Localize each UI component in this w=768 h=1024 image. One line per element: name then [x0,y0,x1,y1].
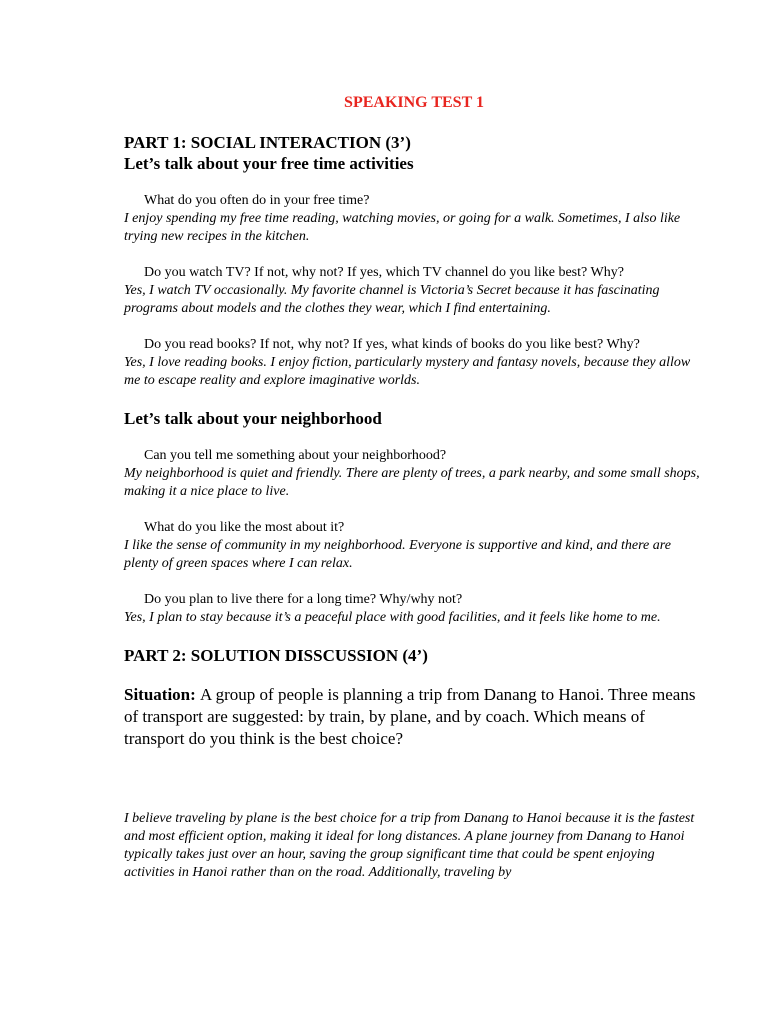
qa-item [124,519,704,573]
situation-label: Situation: [124,685,201,704]
qa-item [124,336,704,390]
question: What do you like the most about it? [144,520,345,535]
answer: Yes, I watch TV occasionally. My favorite channel is Victoria’s Secret because it has fascinating programs about models and the clothes they wear, which I find entertaining. [124,283,660,316]
free-time-qa-list [124,192,704,390]
part1-heading: PART 1: SOCIAL INTERACTION (3’) [124,133,411,152]
topic-neighborhood-heading: Let’s talk about your neighborhood [124,409,382,428]
document-title: SPEAKING TEST 1 [344,94,484,111]
question: Do you watch TV? If not, why not? If yes, which TV channel do you like best? Why? [144,265,624,280]
answer: I enjoy spending my free time reading, watching movies, or going for a walk. Sometimes, I also like trying new recipes in the kitchen. [124,211,681,244]
answer: My neighborhood is quiet and friendly. There are plenty of trees, a park nearby, and some small shops, making it a nice place to live. [124,466,700,499]
situation-answer: I believe traveling by plane is the best choice for a trip from Danang to Hanoi because it is the fastest and most efficient option, making it ideal for long distances. A plane journey from Danang to Hanoi typically takes just over an hour, saving the group significant time that could be spent enjoying activities in Hanoi rather than on the road. Additionally, traveling by [124,811,695,880]
answer: Yes, I love reading books. I enjoy fiction, particularly mystery and fantasy novels, because they allow me to escape reality and explore imaginative worlds. [124,355,691,388]
answer: I like the sense of community in my neighborhood. Everyone is supportive and kind, and there are plenty of green spaces where I can relax. [124,538,671,571]
question: What do you often do in your free time? [144,193,370,208]
qa-item [124,192,704,246]
document-content [124,92,704,882]
qa-item [124,264,704,318]
answer: Yes, I plan to stay because it’s a peaceful place with good facilities, and it feels like home to me. [124,610,661,625]
qa-item [124,591,704,627]
question: Do you plan to live there for a long time? Why/why not? [144,592,463,607]
situation-text: A group of people is planning a trip from Danang to Hanoi. Three means of transport are suggested: by train, by plane, and by coach. Which means of transport do you think is the best choice? [124,685,696,748]
question: Do you read books? If not, why not? If yes, what kinds of books do you like best? Why? [144,337,640,352]
situation-paragraph [124,684,704,750]
qa-item [124,447,704,501]
neighborhood-qa-list [124,447,704,627]
topic-free-time-heading: Let’s talk about your free time activities [124,154,414,173]
question: Can you tell me something about your neighborhood? [144,448,447,463]
part2-heading: PART 2: SOLUTION DISSCUSSION (4’) [124,646,428,665]
